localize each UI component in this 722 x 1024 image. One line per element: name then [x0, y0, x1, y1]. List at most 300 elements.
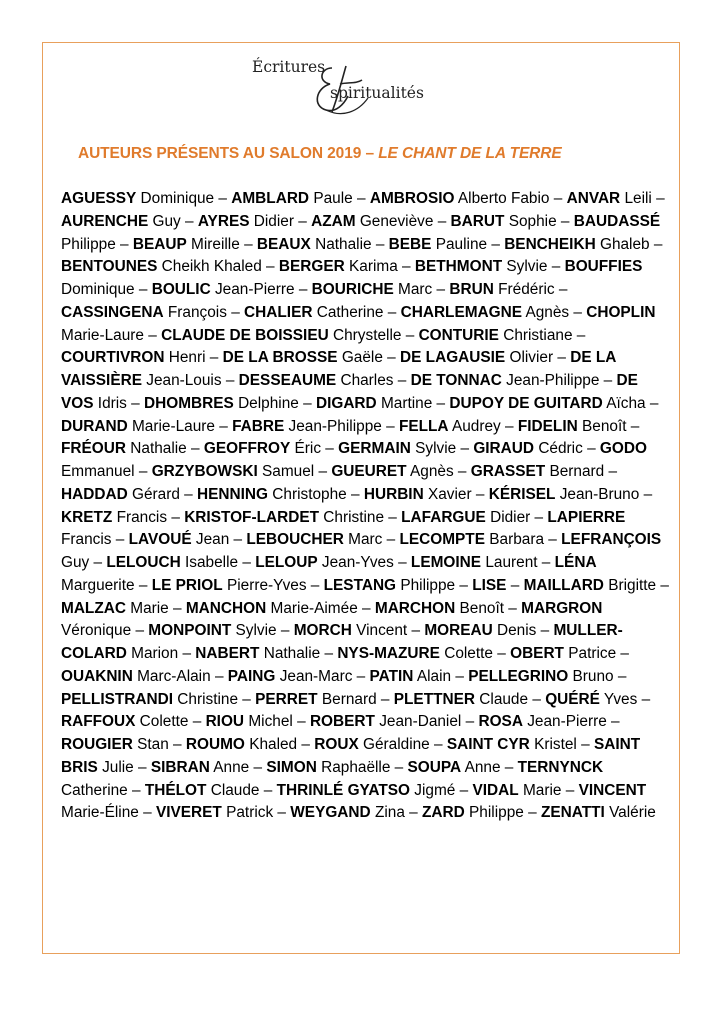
- author-first-name: Nathalie: [315, 235, 372, 253]
- author-first-name: Anne: [213, 758, 250, 776]
- author-last-name: DIGARD: [315, 394, 377, 412]
- author-last-name: BEBE: [388, 235, 432, 253]
- author-last-name: OBERT: [510, 645, 564, 662]
- author-first-name: Denis: [497, 622, 537, 640]
- author-last-name: HADDAD: [61, 485, 128, 503]
- author-first-name: Cheikh Khaled: [161, 258, 262, 276]
- author-last-name: BOULIC: [151, 281, 211, 298]
- author-entry: [204, 440, 321, 457]
- authors-list: AGUESSY Dominique – AMBLARD Paule – AMBROSIO Alberto Fabio – ANVAR Leili – AURENCHE Guy – AYRES Didier – AZAM Geneviève – BARUT Sophie – BAUDASSÉ Philippe – BEAUP Mireille – BEAUX Nathalie – BEBE Pauline – BENCHEIKH Ghaleb – BENTOUNES Cheikh Khaled – BERGER Karima – BETHMONT Sylvie – BOUFFIES Dominique – BOULIC Jean-Pierre – BOURICHE Marc – BRUN Frédéric – CASSINGENA François – CHALIER Catherine – CHARLEMAGNE Agnès – CHOPLIN Marie-Laure – CLAUDE DE BOISSIEU Chrystelle – CONTURIE Christiane – COURTIVRON Henri – DE LA BROSSE Gaële – DE LAGAUSIE Olivier – DE LA VAISSIÈRE Jean-Louis – DESSEAUME Charles – DE TONNAC Jean-Philippe – DE VOS Idris – DHOMBRES Delphine – DIGARD Martine – DUPOY DE GUITARD Aïcha – DURAND Marie-Laure – FABRE Jean-Philippe – FELLA Audrey – FIDELIN Benoît – FRÉOUR Nathalie – GEOFFROY Éric – GERMAIN Sylvie – GIRAUD Cédric – GODO Emmanuel – GRZYBOWSKI Samuel – GUEURET Agnès – GRASSET Bernard – HADDAD Gérard – HENNING Christophe – HURBIN Xavier – KÉRISEL Jean-Bruno – KRETZ Francis – KRISTOF-LARDET Christine – LAFARGUE Didier – LAPIERRE Francis – LAVOUÉ Jean – LEBOUCHER Marc – LECOMPTE Barbara – LEFRANÇOIS Guy – LELOUCH Isabelle – LELOUP Jean-Yves – LEMOINE Laurent – LÉNA Marguerite – LE PRIOL Pierre-Yves – LESTANG Philippe – LISE – MAILLARD Brigitte – MALZAC Marie – MANCHON Marie-Aimée – MARCHON Benoît – MARGRON Véronique – MONPOINT Sylvie – MORCH Vincent – MOREAU Denis – MULLER-COLARD Marion – NABERT Nathalie – NYS-MAZURE Colette – OBERT Patrice – OUAKNIN Marc-Alain – PAING Jean-Marc – PATIN Alain – PELLEGRINO Bruno – PELLISTRANDI Christine – PERRET Bernard – PLETTNER Claude – QUÉRÉ Yves – RAFFOUX Colette – RIOU Michel – ROBERT Jean-Daniel – ROSA Jean-Pierre – ROUGIER Stan – ROUMO Khaled – ROUX Géraldine – SAINT CYR Kristel – SAINT BRIS Julie – SIBRAN Anne – SIMON Raphaëlle – SOUPA Anne – TERNYNCK Catherine – THÉLOT Claude – THRINLÉ GYATSO Jigmé – VIDAL Marie – VINCENT Marie-Éline – VIVERET Patrick – WEYGAND Zina – ZARD Philippe – ZENATTI Valérie: [61, 190, 669, 822]
- author-entry: [255, 554, 394, 571]
- author-first-name: Samuel: [262, 463, 315, 480]
- author-entry: [472, 577, 506, 594]
- author-last-name: SOUPA: [407, 758, 462, 776]
- author-entry: [473, 440, 582, 457]
- author-first-name: Alberto Fabio: [457, 190, 550, 207]
- author-entry: [61, 418, 215, 435]
- author-last-name: LELOUCH: [106, 554, 181, 571]
- author-entry: [545, 691, 637, 708]
- author-first-name: Gaële: [341, 349, 383, 367]
- title-subtitle: LE CHANT DE LA TERRE: [378, 145, 562, 162]
- author-last-name: AMBROSIO: [369, 190, 455, 207]
- author-entry: [451, 213, 557, 230]
- author-last-name: OUAKNIN: [61, 667, 133, 685]
- author-first-name: Gérard: [131, 485, 180, 503]
- author-entry: [364, 486, 472, 503]
- author-entry: [489, 486, 640, 503]
- author-first-name: Benoît: [459, 599, 505, 617]
- author-first-name: Julie: [102, 758, 134, 776]
- author-last-name: ROUX: [314, 736, 359, 753]
- author-first-name: Dominique: [140, 190, 215, 207]
- author-entry: [399, 418, 501, 435]
- author-last-name: CHALIER: [244, 303, 313, 321]
- logo-word-ecritures: Écritures: [252, 58, 326, 76]
- author-last-name: LECOMPTE: [399, 531, 485, 549]
- author-last-name: FIDELIN: [517, 417, 578, 435]
- author-last-name: QUÉRÉ: [545, 690, 600, 708]
- author-first-name: Éric: [294, 440, 322, 458]
- author-last-name: LESTANG: [323, 576, 397, 594]
- author-first-name: Claude: [210, 781, 260, 799]
- author-entry: [152, 577, 307, 594]
- author-first-name: Nathalie: [130, 440, 187, 458]
- author-entry: [316, 395, 432, 412]
- author-last-name: MANCHON: [185, 599, 267, 617]
- author-last-name: ZENATTI: [540, 804, 605, 822]
- author-entry: [61, 486, 180, 503]
- author-entry: [389, 236, 487, 253]
- author-first-name: Raphaëlle: [321, 758, 391, 776]
- author-entry: [223, 349, 383, 366]
- author-last-name: BRUN: [449, 281, 494, 298]
- author-last-name: ROBERT: [309, 713, 375, 731]
- author-last-name: GUEURET: [331, 463, 407, 480]
- author-first-name: Sophie: [508, 212, 557, 230]
- author-last-name: NABERT: [195, 645, 260, 662]
- author-first-name: Xavier: [427, 485, 472, 503]
- author-entry: [370, 668, 452, 685]
- author-last-name: AZAM: [311, 212, 356, 230]
- author-first-name: Emmanuel: [61, 463, 135, 480]
- author-last-name: HENNING: [197, 485, 268, 503]
- author-entry: [411, 372, 600, 389]
- author-first-name: Yves: [603, 690, 638, 708]
- author-last-name: SAINT CYR: [446, 736, 530, 753]
- author-last-name: THÉLOT: [144, 781, 207, 799]
- author-entry: [106, 554, 238, 571]
- author-last-name: MARGRON: [521, 599, 603, 617]
- author-first-name: Marie-Aimée: [270, 599, 358, 617]
- author-last-name: PAING: [227, 667, 276, 685]
- author-first-name: Henri: [168, 349, 206, 367]
- author-last-name: VINCENT: [578, 781, 647, 799]
- author-last-name: LISE: [472, 576, 507, 594]
- author-last-name: BARUT: [450, 212, 505, 230]
- author-last-name: CONTURIE: [418, 326, 499, 344]
- author-entry: [314, 736, 429, 753]
- author-first-name: Agnès: [410, 463, 454, 480]
- author-first-name: Chrystelle: [333, 326, 402, 344]
- author-first-name: Marion: [131, 645, 179, 662]
- author-first-name: Marguerite: [61, 576, 135, 594]
- author-last-name: ROUMO: [185, 736, 245, 753]
- author-first-name: Martine: [380, 394, 433, 412]
- author-last-name: SIMON: [266, 758, 317, 776]
- author-entry: [411, 554, 538, 571]
- author-entry: [422, 804, 524, 821]
- author-last-name: MOREAU: [424, 622, 493, 640]
- author-last-name: LEBOUCHER: [246, 531, 344, 549]
- author-last-name: DE TONNAC: [410, 372, 502, 389]
- author-last-name: BOUFFIES: [564, 258, 643, 276]
- author-last-name: GRASSET: [470, 463, 546, 480]
- author-last-name: CHOPLIN: [586, 303, 656, 321]
- author-first-name: Christophe: [272, 485, 347, 503]
- author-last-name: COURTIVRON: [61, 349, 165, 367]
- author-entry: [186, 736, 297, 753]
- author-entry: [246, 531, 382, 548]
- author-entry: [311, 213, 433, 230]
- author-entry: [567, 190, 652, 207]
- author-first-name: Geneviève: [359, 212, 434, 230]
- author-first-name: Francis: [61, 531, 112, 549]
- author-entry: [424, 622, 536, 639]
- author-first-name: Valérie: [609, 804, 656, 822]
- author-last-name: GEOFFROY: [203, 440, 291, 458]
- author-last-name: VIVERET: [155, 804, 222, 822]
- author-first-name: Claude: [479, 690, 529, 708]
- author-first-name: Guy: [61, 554, 90, 571]
- author-last-name: LAVOUÉ: [128, 531, 192, 549]
- author-first-name: Jean-Philippe: [288, 417, 382, 435]
- author-last-name: KRISTOF-LARDET: [184, 508, 319, 526]
- author-last-name: AYRES: [197, 212, 250, 230]
- author-first-name: Colette: [139, 713, 189, 731]
- author-entry: [206, 713, 293, 730]
- author-entry: [279, 258, 398, 275]
- author-entry: [184, 509, 384, 526]
- logo-word-spiritualites: spiritualités: [330, 84, 424, 102]
- author-entry: [290, 804, 405, 821]
- author-last-name: THRINLÉ GYATSO: [276, 781, 411, 799]
- title-main: AUTEURS PRÉSENTS AU SALON 2019: [78, 145, 362, 162]
- title-separator: –: [361, 145, 379, 162]
- author-entry: [61, 190, 214, 207]
- author-first-name: Laurent: [485, 554, 538, 571]
- author-entry: [408, 759, 501, 776]
- author-entry: [399, 531, 544, 548]
- author-last-name: AGUESSY: [61, 190, 137, 207]
- author-first-name: Sylvie: [235, 622, 277, 640]
- author-last-name: PELLEGRINO: [468, 667, 569, 685]
- author-last-name: KÉRISEL: [488, 485, 556, 503]
- author-first-name: Olivier: [509, 349, 554, 367]
- author-first-name: Sylvie: [506, 258, 548, 276]
- author-entry: [510, 645, 616, 662]
- author-first-name: Bernard: [321, 690, 377, 708]
- author-last-name: PERRET: [255, 690, 318, 708]
- author-first-name: Pierre-Yves: [226, 576, 307, 594]
- author-first-name: Nathalie: [263, 645, 321, 662]
- author-entry: [198, 213, 294, 230]
- author-first-name: Zina: [374, 804, 405, 822]
- author-first-name: Marie: [522, 781, 562, 799]
- author-entry: [61, 213, 181, 230]
- author-entry: [145, 782, 260, 799]
- author-first-name: Jean-Philippe: [506, 372, 600, 389]
- author-last-name: LÉNA: [554, 554, 597, 571]
- author-last-name: BEAUP: [132, 235, 187, 253]
- author-first-name: Catherine: [61, 781, 128, 799]
- author-last-name: BERGER: [278, 258, 345, 276]
- author-last-name: DE LA VAISSIÈRE: [61, 349, 616, 389]
- author-first-name: Jigmé: [414, 781, 456, 799]
- author-first-name: Marc-Alain: [137, 667, 211, 685]
- author-entry: [419, 327, 573, 344]
- author-first-name: Patrick: [226, 804, 274, 822]
- author-entry: [324, 577, 455, 594]
- author-first-name: Paule: [313, 190, 353, 207]
- author-last-name: DE VOS: [61, 372, 638, 412]
- author-entry: [331, 463, 453, 480]
- author-entry: [152, 281, 295, 298]
- author-entry: [61, 600, 169, 617]
- author-first-name: Audrey: [451, 417, 501, 435]
- author-last-name: VIDAL: [472, 781, 519, 799]
- author-first-name: Charles: [340, 372, 394, 389]
- author-first-name: Marc: [348, 531, 383, 549]
- author-first-name: Aïcha: [606, 394, 646, 412]
- author-entry: [375, 600, 504, 617]
- author-entry: [449, 281, 554, 298]
- author-first-name: Anne: [464, 758, 501, 776]
- author-last-name: GERMAIN: [338, 440, 411, 458]
- author-last-name: ROSA: [478, 713, 523, 731]
- author-last-name: MARCHON: [374, 599, 456, 617]
- author-first-name: Géraldine: [363, 736, 430, 753]
- author-last-name: AURENCHE: [61, 212, 149, 230]
- author-first-name: Jean-Louis: [146, 372, 222, 389]
- author-last-name: DURAND: [61, 417, 128, 435]
- author-entry: [370, 190, 550, 207]
- author-entry: [129, 531, 230, 548]
- author-first-name: Colette: [444, 645, 493, 662]
- author-first-name: Jean-Daniel: [379, 713, 462, 731]
- author-last-name: MAILLARD: [523, 576, 604, 594]
- author-entry: [61, 509, 167, 526]
- author-last-name: PATIN: [369, 667, 414, 685]
- author-entry: [478, 713, 606, 730]
- author-entry: [471, 463, 604, 480]
- author-first-name: Delphine: [238, 394, 299, 412]
- author-last-name: ZARD: [422, 804, 465, 822]
- author-last-name: MORCH: [293, 622, 352, 640]
- page-title: [78, 145, 562, 163]
- author-entry: [310, 713, 461, 730]
- author-entry: [156, 804, 273, 821]
- author-entry: [518, 418, 627, 435]
- author-entry: [415, 258, 548, 275]
- author-last-name: SAINT BRIS: [61, 736, 641, 776]
- author-entry: [228, 668, 353, 685]
- author-first-name: Patrice: [568, 645, 617, 662]
- author-last-name: FRÉOUR: [61, 440, 126, 458]
- author-last-name: BENTOUNES: [61, 258, 158, 276]
- author-entry: [524, 577, 657, 594]
- author-last-name: PLETTNER: [393, 690, 475, 708]
- author-entry: [401, 304, 570, 321]
- author-last-name: GRZYBOWSKI: [151, 463, 258, 480]
- author-first-name: Philippe: [469, 804, 524, 822]
- author-last-name: AMBLARD: [231, 190, 310, 207]
- author-entry: [151, 759, 249, 776]
- author-last-name: FABRE: [232, 417, 285, 435]
- author-entry: [337, 645, 493, 662]
- author-entry: [400, 349, 553, 366]
- author-entry: [161, 327, 401, 344]
- author-entry: [231, 190, 352, 207]
- author-first-name: Marie: [130, 599, 169, 617]
- author-first-name: Marc: [398, 281, 433, 298]
- author-last-name: HURBIN: [363, 485, 424, 503]
- author-first-name: Jean-Pierre: [214, 281, 295, 298]
- author-last-name: LE PRIOL: [151, 576, 223, 594]
- author-entry: [61, 736, 169, 753]
- author-first-name: Khaled: [249, 736, 298, 753]
- author-last-name: CLAUDE DE BOISSIEU: [161, 326, 329, 344]
- author-first-name: Mireille: [191, 235, 240, 253]
- author-last-name: RAFFOUX: [61, 713, 136, 731]
- author-first-name: Kristel: [534, 736, 577, 753]
- author-entry: [61, 258, 262, 275]
- author-last-name: LAFARGUE: [401, 508, 486, 526]
- author-first-name: Christine: [323, 508, 385, 526]
- author-last-name: FELLA: [398, 417, 449, 435]
- author-first-name: Jean-Marc: [279, 667, 353, 685]
- author-first-name: Pauline: [435, 235, 488, 253]
- author-first-name: Karima: [349, 258, 398, 276]
- author-entry: [186, 600, 358, 617]
- author-entry: [61, 440, 187, 457]
- author-last-name: ANVAR: [566, 190, 621, 207]
- author-entry: [394, 691, 528, 708]
- author-last-name: DUPOY DE GUITARD: [449, 394, 603, 412]
- author-entry: [277, 782, 456, 799]
- author-entry: [61, 668, 211, 685]
- author-entry: [239, 372, 394, 389]
- author-entry: [197, 486, 347, 503]
- author-first-name: Idris: [97, 394, 127, 412]
- author-entry: [401, 509, 530, 526]
- author-first-name: Jean-Bruno: [559, 485, 640, 503]
- author-first-name: Francis: [116, 508, 168, 526]
- author-first-name: Guy: [152, 212, 181, 230]
- author-entry: [468, 668, 613, 685]
- author-last-name: WEYGAND: [290, 804, 371, 822]
- author-last-name: DHOMBRES: [144, 394, 234, 412]
- author-entry: [232, 418, 382, 435]
- author-first-name: Christine: [177, 690, 239, 708]
- author-first-name: Didier: [490, 508, 531, 526]
- author-first-name: Jean-Pierre: [527, 713, 607, 731]
- author-entry: [541, 804, 656, 821]
- author-last-name: DE LA BROSSE: [222, 349, 338, 367]
- author-last-name: KRETZ: [61, 508, 113, 526]
- author-entry: [61, 349, 206, 366]
- author-first-name: Leili: [624, 190, 652, 207]
- author-entry: [61, 713, 188, 730]
- author-first-name: Agnès: [525, 303, 570, 321]
- author-last-name: BENCHEIKH: [504, 235, 596, 253]
- author-entry: [257, 236, 372, 253]
- author-first-name: Véronique: [61, 622, 132, 640]
- author-last-name: DE LAGAUSIE: [400, 349, 506, 367]
- author-first-name: Sylvie: [415, 440, 457, 458]
- author-last-name: GIRAUD: [473, 440, 535, 458]
- author-last-name: LEMOINE: [410, 554, 482, 571]
- author-first-name: Bernard: [549, 463, 605, 480]
- author-first-name: Marie-Laure: [131, 417, 215, 435]
- author-entry: [148, 622, 276, 639]
- author-first-name: Ghaleb: [599, 235, 650, 253]
- author-first-name: Jean: [195, 531, 230, 549]
- author-entry: [144, 395, 299, 412]
- author-last-name: BAUDASSÉ: [573, 212, 661, 230]
- author-first-name: Vincent: [356, 622, 408, 640]
- author-first-name: Philippe: [61, 235, 116, 253]
- author-last-name: CHARLEMAGNE: [400, 303, 523, 321]
- author-first-name: Philippe: [400, 576, 456, 594]
- author-last-name: BOURICHE: [311, 281, 394, 298]
- author-entry: [472, 782, 561, 799]
- author-first-name: Isabelle: [185, 554, 239, 571]
- author-entry: [338, 440, 456, 457]
- author-entry: [195, 645, 320, 662]
- author-last-name: LAPIERRE: [547, 508, 626, 526]
- author-entry: [255, 691, 376, 708]
- author-entry: [152, 463, 315, 480]
- author-last-name: SIBRAN: [150, 758, 210, 776]
- author-last-name: GODO: [599, 440, 647, 458]
- author-last-name: PELLISTRANDI: [61, 690, 174, 708]
- author-first-name: Cédric: [538, 440, 583, 458]
- author-last-name: MALZAC: [61, 599, 126, 617]
- author-first-name: Catherine: [316, 303, 384, 321]
- author-last-name: ROUGIER: [61, 736, 133, 753]
- author-first-name: Jean-Yves: [321, 554, 394, 571]
- author-first-name: Stan: [137, 736, 169, 753]
- author-last-name: BETHMONT: [414, 258, 503, 276]
- author-entry: [447, 736, 577, 753]
- author-first-name: Barbara: [489, 531, 545, 549]
- author-first-name: Brigitte: [608, 576, 657, 594]
- author-first-name: Dominique: [61, 281, 135, 298]
- author-entry: [266, 759, 390, 776]
- author-last-name: MONPOINT: [148, 622, 232, 640]
- author-last-name: MULLER-COLARD: [61, 622, 623, 662]
- author-last-name: LELOUP: [255, 554, 318, 571]
- author-first-name: Christiane: [503, 326, 573, 344]
- author-last-name: CASSINGENA: [61, 303, 164, 321]
- author-last-name: TERNYNCK: [517, 758, 604, 776]
- author-last-name: RIOU: [205, 713, 245, 731]
- author-entry: [133, 236, 240, 253]
- author-first-name: Marie-Éline: [61, 804, 139, 822]
- author-first-name: Benoît: [582, 417, 627, 435]
- author-first-name: Didier: [253, 212, 294, 230]
- author-entry: [61, 691, 238, 708]
